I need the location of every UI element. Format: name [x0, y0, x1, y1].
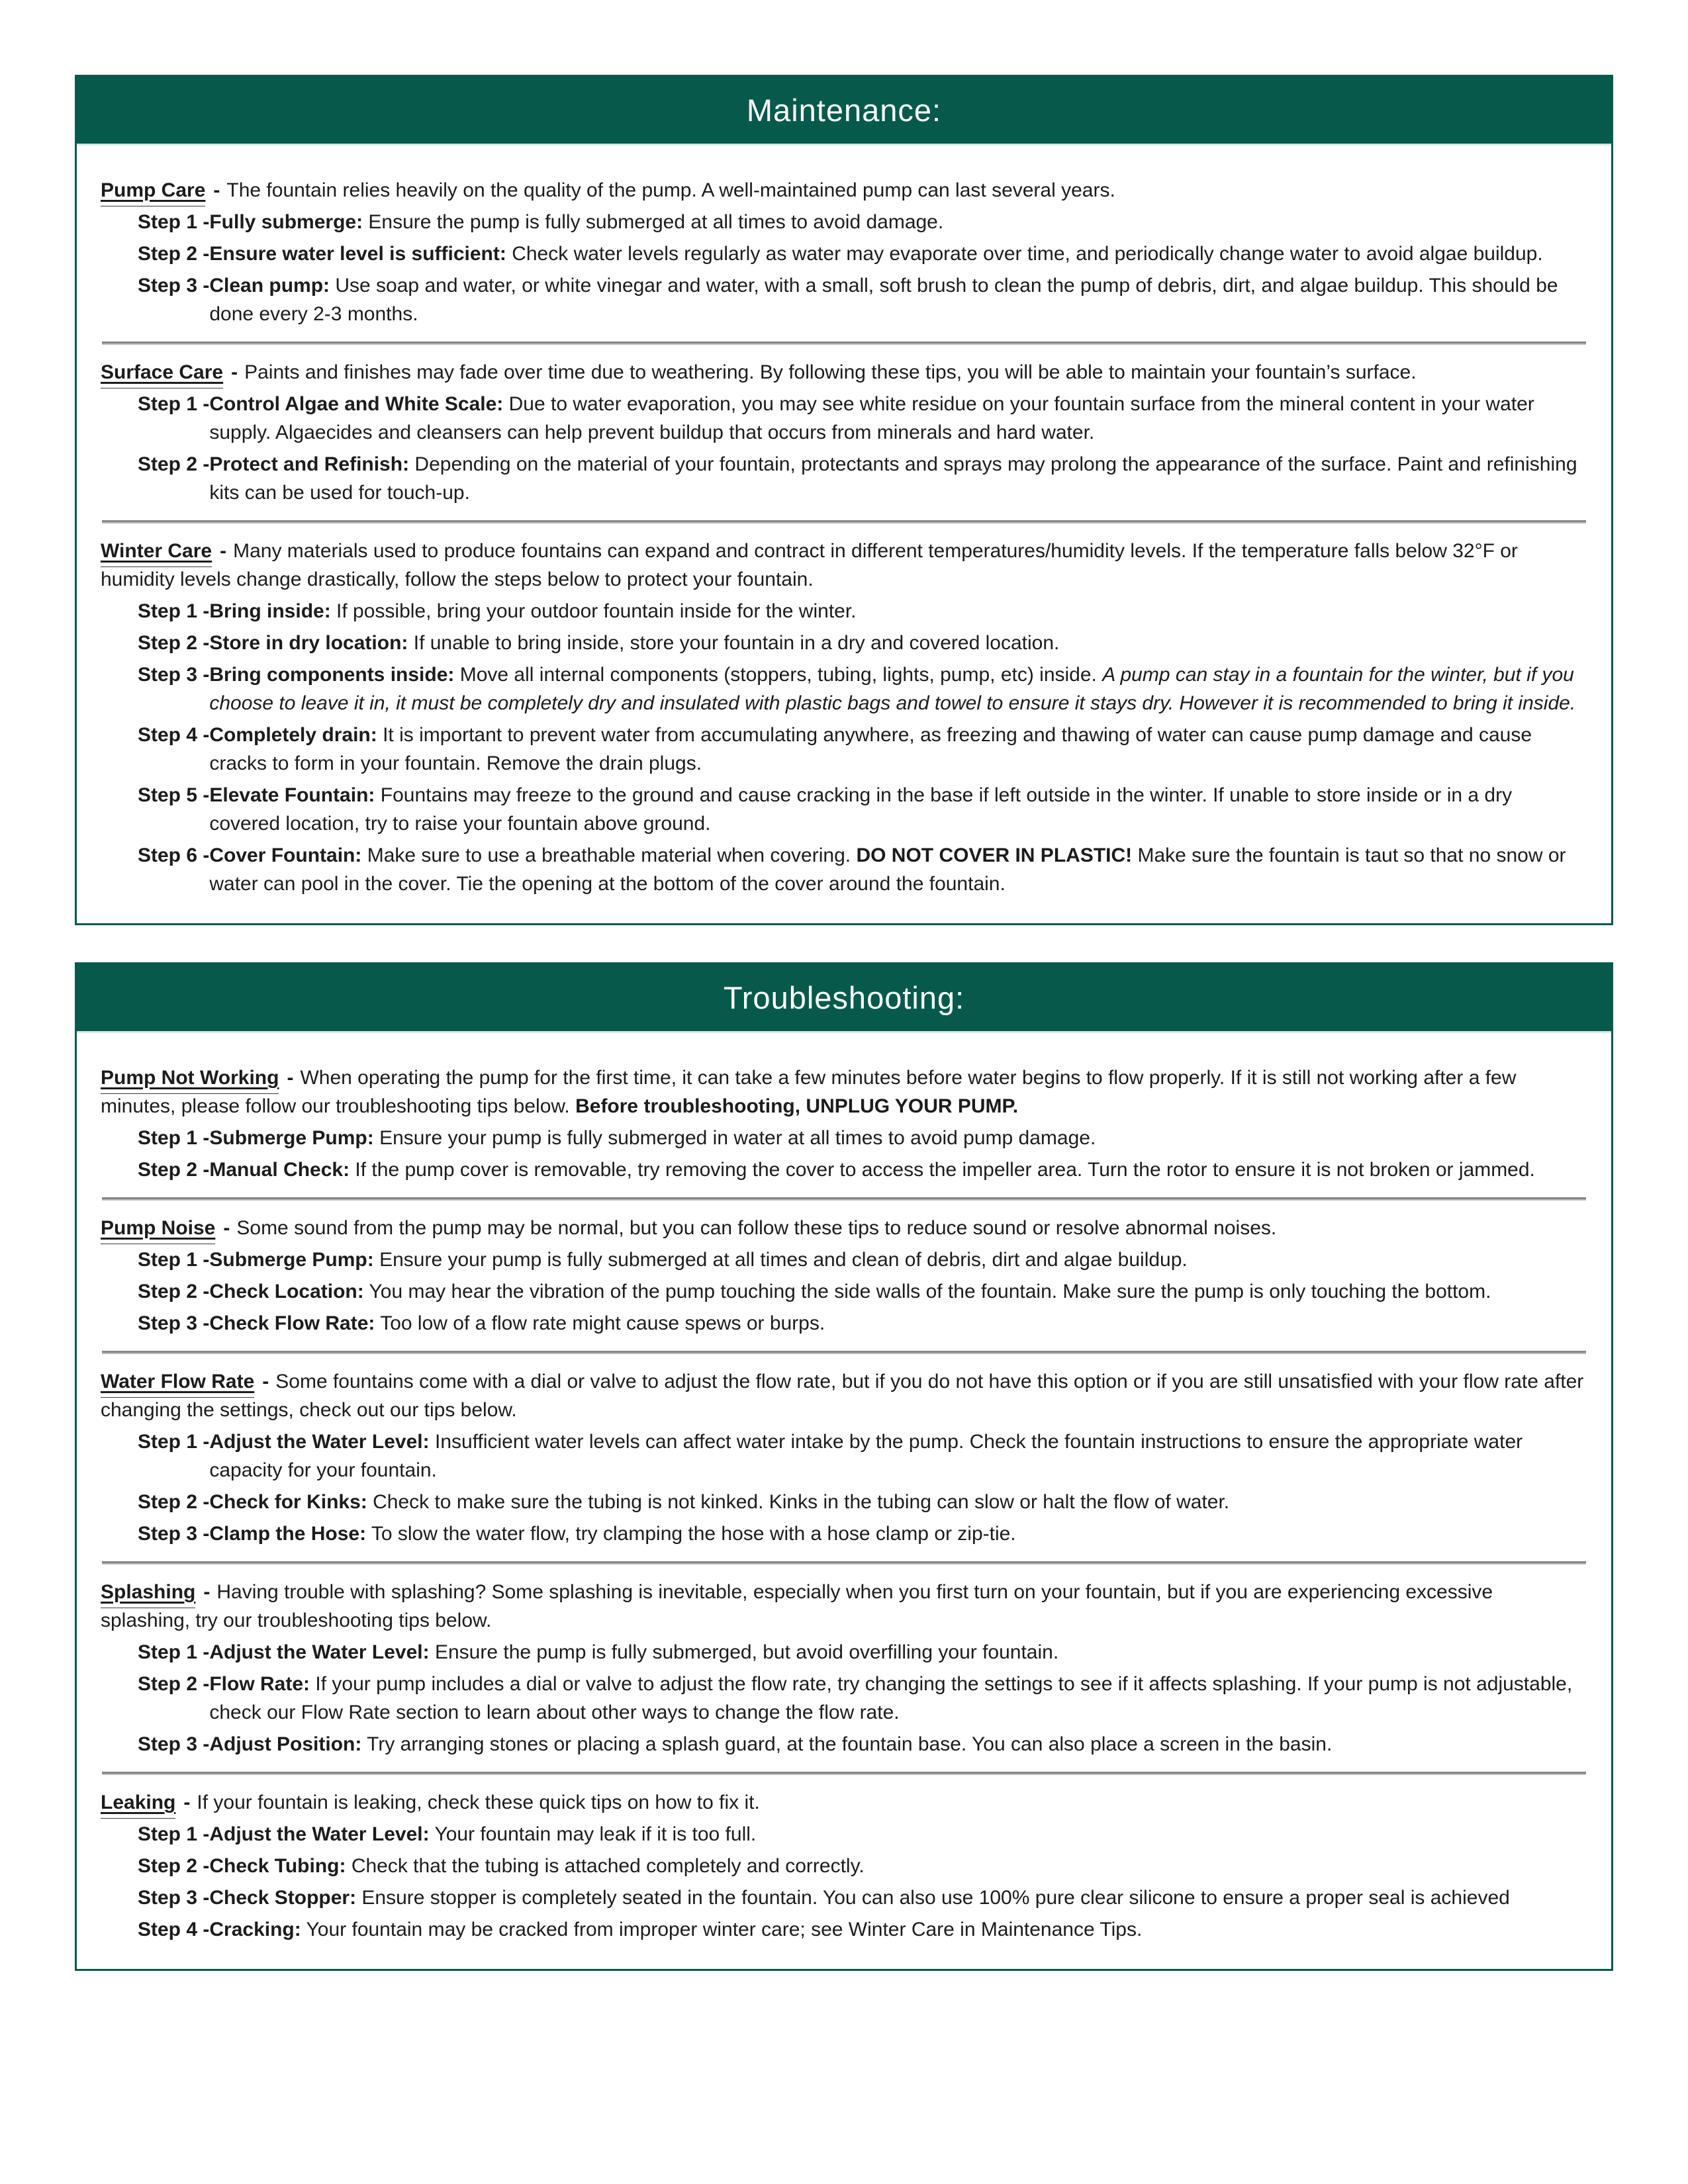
- step-text: [209, 781, 1587, 838]
- step-name: Bring inside:: [209, 600, 331, 622]
- step-desc: Depending on the material of your fountain, protectants and sprays may prolong the appearance of the surface. Paint and refinishing kits can be used for touch-up.: [209, 453, 1577, 504]
- step-name: Fully submerge:: [209, 211, 363, 233]
- step-text: [209, 271, 1587, 328]
- step-desc: Insufficient water levels can affect water intake by the pump. Check the fountain instructions to ensure the appropriate water capacity for your fountain.: [209, 1431, 1523, 1481]
- step-desc: Fountains may freeze to the ground and cause cracking in the base if left outside in the winter. If unable to store inside or in a dry covered location, try to raise your fountain above ground.: [209, 784, 1513, 835]
- section-heading: [101, 358, 1587, 387]
- section-intro: Some sound from the pump may be normal, but you can follow these tips to reduce sound or resolve abnormal noises.: [236, 1217, 1277, 1239]
- step-label: Step 1 -: [138, 211, 210, 233]
- step-name: Control Algae and White Scale:: [209, 393, 504, 415]
- step-text: [209, 721, 1587, 778]
- step-item: [138, 240, 1587, 268]
- section-heading: [101, 176, 1587, 205]
- step-text: [209, 1820, 1587, 1848]
- steps-list: [101, 1124, 1587, 1184]
- section-divider: [102, 1561, 1586, 1565]
- section-name: Pump Noise: [101, 1217, 215, 1244]
- step-text: [209, 390, 1587, 447]
- steps-list: [101, 390, 1587, 507]
- section-dash: -: [220, 540, 227, 562]
- step-name: Adjust the Water Level:: [209, 1431, 430, 1453]
- step-label: Step 2 -: [138, 453, 210, 475]
- section-intro: When operating the pump for the first time, it can take a few minutes before water begins to flow properly. If it is still not working after a few minutes, please follow our troubleshooting tips below.: [101, 1067, 1517, 1117]
- steps-list: [101, 1246, 1587, 1338]
- step-text: [209, 1246, 1587, 1274]
- step-label: Step 3 -: [138, 1887, 210, 1909]
- step-label: Step 1 -: [138, 1823, 210, 1845]
- section-divider: [102, 1351, 1586, 1354]
- section-name: Leaking: [101, 1792, 175, 1819]
- troubleshooting-panel: [75, 962, 1613, 1971]
- step-desc: If possible, bring your outdoor fountain inside for the winter.: [336, 600, 857, 622]
- step-text: [209, 1277, 1587, 1306]
- step-name: Adjust Position:: [209, 1733, 362, 1755]
- section-dash: -: [183, 1792, 191, 1813]
- section-name: Water Flow Rate: [101, 1371, 254, 1398]
- step-item: [138, 1884, 1587, 1912]
- step-desc: Ensure the pump is fully submerged at all times to avoid damage.: [368, 211, 944, 233]
- step-text: [209, 1884, 1587, 1912]
- section-name: Surface Care: [101, 361, 223, 388]
- section-heading: [101, 1367, 1587, 1424]
- section-name: Splashing: [101, 1581, 195, 1608]
- step-label: Step 2 -: [138, 243, 210, 265]
- care-section: [101, 1214, 1587, 1338]
- step-name: Submerge Pump:: [209, 1249, 374, 1271]
- step-text: [209, 1156, 1587, 1184]
- step-text: [209, 841, 1587, 898]
- step-text: [209, 629, 1587, 657]
- step-desc: Move all internal components (stoppers, tubing, lights, pump, etc) inside.: [459, 664, 1103, 686]
- care-section: [101, 1367, 1587, 1548]
- step-name: Adjust the Water Level:: [209, 1823, 430, 1845]
- step-desc: If unable to bring inside, store your fountain in a dry and covered location.: [413, 632, 1060, 654]
- step-label: Step 1 -: [138, 1641, 210, 1663]
- step-label: Step 1 -: [138, 600, 210, 622]
- section-dash: -: [262, 1371, 269, 1392]
- step-item: [138, 781, 1587, 838]
- step-text: [209, 1124, 1587, 1152]
- step-name: Flow Rate:: [209, 1673, 310, 1695]
- step-label: Step 3 -: [138, 1733, 210, 1755]
- step-name: Manual Check:: [209, 1159, 350, 1181]
- step-item: [138, 1246, 1587, 1274]
- step-desc: Check that the tubing is attached completely and correctly.: [351, 1855, 865, 1877]
- section-dash: -: [287, 1067, 294, 1089]
- step-item: [138, 629, 1587, 657]
- step-name: Cracking:: [209, 1919, 301, 1940]
- step-desc: Your fountain may leak if it is too full.: [434, 1823, 757, 1845]
- step-name: Check Flow Rate:: [209, 1312, 375, 1334]
- step-item: [138, 841, 1587, 898]
- section-intro: Some fountains come with a dial or valve to adjust the flow rate, but if you do not have this option or if you are still unsatisfied with your flow rate after changing the settings, check out our tips below.: [101, 1371, 1584, 1421]
- step-name: Submerge Pump:: [209, 1127, 374, 1149]
- step-name: Check for Kinks:: [209, 1491, 367, 1513]
- step-name: Completely drain:: [209, 724, 377, 746]
- step-item: [138, 1488, 1587, 1516]
- section-divider: [102, 341, 1586, 345]
- care-section: [101, 1578, 1587, 1758]
- step-item: [138, 1670, 1587, 1727]
- step-label: Step 3 -: [138, 1312, 210, 1334]
- step-text: [209, 1852, 1587, 1880]
- step-text: [209, 1730, 1587, 1758]
- step-label: Step 2 -: [138, 1281, 210, 1302]
- step-desc: Due to water evaporation, you may see white residue on your fountain surface from the mineral content in your water supply. Algaecides and cleansers can help prevent buildup that occurs from minerals and hard water.: [209, 393, 1534, 443]
- step-text: [209, 660, 1587, 717]
- step-label: Step 5 -: [138, 784, 210, 806]
- step-desc: To slow the water flow, try clamping the hose with a hose clamp or zip-tie.: [371, 1523, 1016, 1545]
- step-text: [209, 1309, 1587, 1338]
- step-desc: Check to make sure the tubing is not kinked. Kinks in the tubing can slow or halt the flow of water.: [373, 1491, 1230, 1513]
- step-label: Step 6 -: [138, 844, 210, 866]
- maintenance-panel: [75, 75, 1613, 925]
- step-desc: Ensure stopper is completely seated in the fountain. You can also use 100% pure clear silicone to ensure a proper seal is achieved: [361, 1887, 1510, 1909]
- step-item: [138, 721, 1587, 778]
- step-label: Step 1 -: [138, 1249, 210, 1271]
- section-intro-bold: Before troubleshooting, UNPLUG YOUR PUMP.: [575, 1095, 1019, 1117]
- step-name: Cover Fountain:: [209, 844, 362, 866]
- step-text: [209, 1670, 1587, 1727]
- step-desc: Ensure your pump is fully submerged in water at all times to avoid pump damage.: [379, 1127, 1096, 1149]
- step-bold-text: DO NOT COVER IN PLASTIC!: [856, 844, 1133, 866]
- steps-list: [101, 1638, 1587, 1758]
- section-divider: [102, 1197, 1586, 1201]
- section-name: Winter Care: [101, 540, 212, 567]
- section-intro: Having trouble with splashing? Some splashing is inevitable, especially when you first turn on your fountain, but if you are experiencing excessive splashing, try our troubleshooting tips below.: [101, 1581, 1493, 1631]
- section-dash: -: [203, 1581, 211, 1603]
- section-divider: [102, 520, 1586, 523]
- section-heading: [101, 1788, 1587, 1817]
- step-name: Bring components inside:: [209, 664, 455, 686]
- step-item: [138, 1277, 1587, 1306]
- step-label: Step 1 -: [138, 393, 210, 415]
- step-desc: Try arranging stones or placing a splash guard, at the fountain base. You can also place a screen in the basin.: [367, 1733, 1333, 1755]
- section-dash: -: [231, 361, 238, 383]
- step-desc: Too low of a flow rate might cause spews or burps.: [380, 1312, 825, 1334]
- step-item: [138, 450, 1587, 507]
- step-item: [138, 390, 1587, 447]
- section-intro: If your fountain is leaking, check these quick tips on how to fix it.: [197, 1792, 760, 1813]
- step-name: Adjust the Water Level:: [209, 1641, 430, 1663]
- step-item: [138, 1124, 1587, 1152]
- step-desc: Your fountain may be cracked from improper winter care; see Winter Care in Maintenance Tips.: [306, 1919, 1143, 1940]
- section-intro: The fountain relies heavily on the quality of the pump. A well-maintained pump can last several years.: [226, 179, 1115, 201]
- step-label: Step 2 -: [138, 1159, 210, 1181]
- step-item: [138, 1915, 1587, 1944]
- maintenance-body: [77, 146, 1611, 923]
- step-label: Step 2 -: [138, 1491, 210, 1513]
- step-desc: Check water levels regularly as water may evaporate over time, and periodically change water to avoid algae buildup.: [512, 243, 1543, 265]
- step-text: [209, 1638, 1587, 1666]
- step-item: [138, 660, 1587, 717]
- section-heading: [101, 1214, 1587, 1242]
- section-divider: [102, 1772, 1586, 1775]
- care-section: [101, 358, 1587, 507]
- step-item: [138, 1730, 1587, 1758]
- care-section: [101, 1064, 1587, 1184]
- step-text: [209, 1488, 1587, 1516]
- step-desc: Make sure to use a breathable material when covering.: [367, 844, 857, 866]
- step-text: [209, 240, 1587, 268]
- maintenance-title: Maintenance:: [746, 93, 942, 128]
- step-text: [209, 1915, 1587, 1944]
- troubleshooting-title: Troubleshooting:: [723, 980, 965, 1015]
- step-desc: Ensure the pump is fully submerged, but avoid overfilling your fountain.: [434, 1641, 1059, 1663]
- steps-list: [101, 1428, 1587, 1548]
- step-desc: Use soap and water, or white vinegar and water, with a small, soft brush to clean the pump of debris, dirt, and algae buildup. This should be done every 2-3 months.: [209, 275, 1558, 325]
- step-item: [138, 1428, 1587, 1484]
- maintenance-header-bar: [77, 77, 1611, 146]
- section-intro: Paints and finishes may fade over time due to weathering. By following these tips, you will be able to maintain your fountain’s surface.: [244, 361, 1417, 383]
- troubleshooting-header-bar: [77, 964, 1611, 1033]
- step-text: [209, 597, 1587, 625]
- step-name: Ensure water level is sufficient:: [209, 243, 506, 265]
- step-item: [138, 1309, 1587, 1338]
- step-label: Step 2 -: [138, 632, 210, 654]
- step-name: Protect and Refinish:: [209, 453, 410, 475]
- step-name: Check Stopper:: [209, 1887, 357, 1909]
- care-section: [101, 176, 1587, 328]
- step-item: [138, 271, 1587, 328]
- section-name: Pump Care: [101, 179, 205, 206]
- care-section: [101, 537, 1587, 898]
- troubleshooting-body: [77, 1033, 1611, 1969]
- step-item: [138, 1820, 1587, 1848]
- step-desc: If the pump cover is removable, try removing the cover to access the impeller area. Turn the rotor to ensure it is not broken or jammed.: [355, 1159, 1535, 1181]
- step-name: Clamp the Hose:: [209, 1523, 367, 1545]
- section-heading: [101, 1064, 1587, 1120]
- steps-list: [101, 208, 1587, 328]
- step-label: Step 1 -: [138, 1127, 210, 1149]
- step-item: [138, 1520, 1587, 1548]
- step-item: [138, 1156, 1587, 1184]
- step-name: Check Tubing:: [209, 1855, 346, 1877]
- step-label: Step 4 -: [138, 1919, 210, 1940]
- step-desc: You may hear the vibration of the pump touching the side walls of the fountain. Make sure the pump is only touching the bottom.: [369, 1281, 1491, 1302]
- care-section: [101, 1788, 1587, 1944]
- section-intro: Many materials used to produce fountains can expand and contract in different temperatures/humidity levels. If the temperature falls below 32°F or humidity levels change drastically, follow the steps below to protect your fountain.: [101, 540, 1518, 590]
- step-label: Step 3 -: [138, 1523, 210, 1545]
- step-item: [138, 1852, 1587, 1880]
- step-desc: If your pump includes a dial or valve to adjust the flow rate, try changing the settings to see if it affects splashing. If your pump is not adjustable, check our Flow Rate section to learn about other ways to change the flow rate.: [209, 1673, 1573, 1723]
- step-desc: It is important to prevent water from accumulating anywhere, as freezing and thawing of water can cause pump damage and cause cracks to form in your fountain. Remove the drain plugs.: [209, 724, 1532, 774]
- step-desc: Ensure your pump is fully submerged at all times and clean of debris, dirt and algae buildup.: [379, 1249, 1188, 1271]
- step-item: [138, 597, 1587, 625]
- step-label: Step 2 -: [138, 1673, 210, 1695]
- step-label: Step 2 -: [138, 1855, 210, 1877]
- step-text: [209, 1520, 1587, 1548]
- steps-list: [101, 1820, 1587, 1944]
- step-item: [138, 208, 1587, 236]
- step-name: Check Location:: [209, 1281, 364, 1302]
- step-text: [209, 208, 1587, 236]
- step-italic-text: A pump can stay in a fountain for the winter, but if you choose to leave it in, it must be completely dry and insulated with plastic bags and towel to ensure it stays dry. However it is recommended to bring it inside.: [209, 664, 1576, 714]
- section-name: Pump Not Working: [101, 1067, 279, 1094]
- section-heading: [101, 1578, 1587, 1635]
- step-text: [209, 1428, 1587, 1484]
- step-label: Step 3 -: [138, 275, 210, 296]
- step-text: [209, 450, 1587, 507]
- step-label: Step 1 -: [138, 1431, 210, 1453]
- step-name: Elevate Fountain:: [209, 784, 375, 806]
- step-item: [138, 1638, 1587, 1666]
- step-name: Store in dry location:: [209, 632, 408, 654]
- step-desc-after: Make sure the fountain is taut so that no snow or water can pool in the cover. Tie the opening at the bottom of the cover around the fountain.: [209, 844, 1566, 895]
- section-dash: -: [213, 179, 220, 201]
- step-label: Step 3 -: [138, 664, 210, 686]
- step-label: Step 4 -: [138, 724, 210, 746]
- section-dash: -: [223, 1217, 230, 1239]
- step-name: Clean pump:: [209, 275, 330, 296]
- steps-list: [101, 597, 1587, 898]
- section-heading: [101, 537, 1587, 594]
